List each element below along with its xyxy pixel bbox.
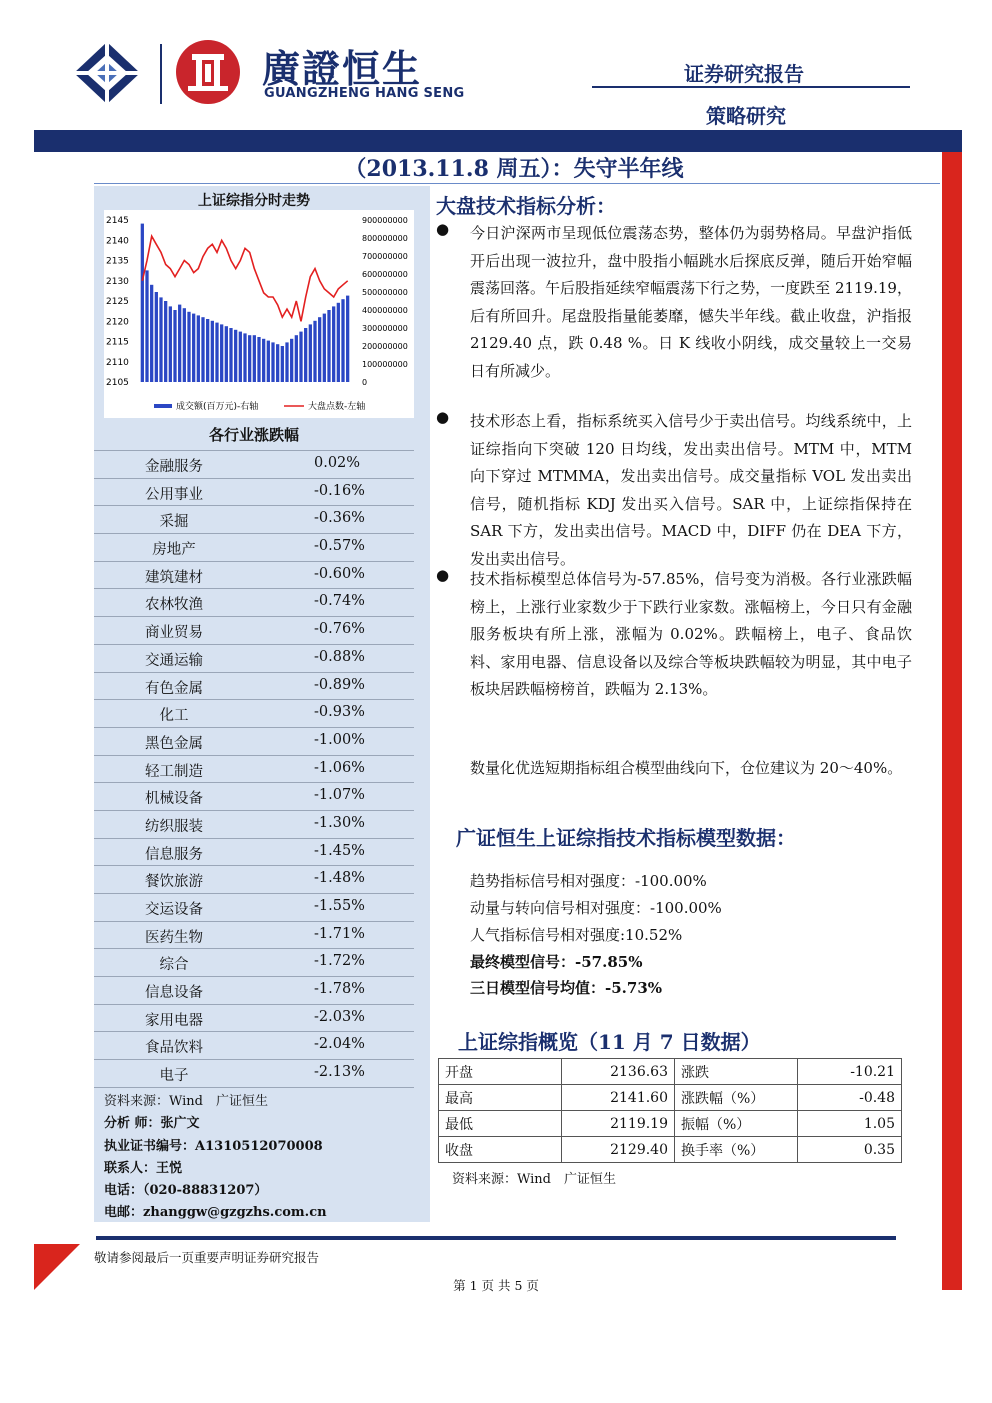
industry-row [94, 894, 414, 922]
industry-name: 交通运输 [145, 652, 203, 669]
overview-heading: 上证综指概览（11 月 7 日数据） [458, 1030, 761, 1054]
bullet-text: 今日沪深两市呈现低位震荡态势，整体仍为弱势格局。早盘沪指低开后出现一波拉升，盘中股指小幅跳水后探底反弹，随后开始窄幅震荡回落。午后股指延续窄幅震荡下行之势，一度跌至 2119.19，后有所回升。尾盘股指量能萎靡，憾失半年线。截止收盘，沪指报 2129.40 点，跌 0.48 %。日 K 线收小阴线，成交量较上一交易日有所减少。 [470, 224, 912, 380]
volume-bar [327, 310, 330, 382]
industry-name: 纺织服装 [145, 818, 203, 835]
volume-bar [248, 335, 251, 382]
overview-table [438, 1058, 902, 1163]
industry-change: 0.02% [314, 455, 361, 471]
overview-value: 2119.19 [562, 1111, 675, 1137]
volume-bar [155, 292, 158, 382]
volume-bar [211, 321, 214, 382]
company-logo-mark [72, 40, 142, 106]
report-category: 策略研究 [706, 104, 786, 128]
legend-volume: 成交额(百万元)-右轴 [176, 402, 259, 412]
y-right-tick: 300000000 [362, 324, 408, 333]
industry-change: -2.13% [314, 1064, 365, 1081]
volume-bar [197, 315, 200, 382]
left-source: 资料来源：Wind 广证恒生 [104, 1094, 268, 1109]
industry-change: -0.93% [314, 704, 365, 721]
overview-row [439, 1137, 902, 1163]
y-left-tick: 2110 [106, 357, 129, 368]
industry-row [94, 506, 414, 534]
industry-row [94, 1032, 414, 1060]
volume-bar [332, 306, 335, 382]
phone-label: 电话： [104, 1183, 144, 1198]
y-left-tick: 2145 [106, 216, 129, 226]
y-left-tick: 2115 [106, 337, 129, 348]
volume-bar [276, 344, 279, 382]
company-seal-logo [176, 40, 240, 104]
volume-bar [150, 285, 153, 382]
phone-number: （020-88831207） [143, 1183, 268, 1198]
volume-bar [257, 337, 260, 382]
model-three-day: 三日模型信号均值：-5.73% [470, 979, 663, 997]
industry-name: 金融服务 [145, 459, 203, 475]
overview-row [439, 1111, 902, 1137]
index-line [142, 236, 347, 321]
volume-bar [164, 301, 167, 382]
y-right-tick: 100000000 [362, 360, 408, 369]
volume-bar [192, 314, 195, 382]
industry-name: 公用事业 [145, 486, 203, 503]
industry-change: -1.55% [314, 898, 365, 914]
y-left-tick: 2105 [106, 378, 129, 388]
industry-change: -2.03% [314, 1008, 365, 1025]
y-right-tick: 600000000 [362, 270, 408, 279]
volume-bar [262, 339, 265, 382]
industry-change: -0.16% [314, 482, 365, 499]
volume-bar [159, 297, 162, 382]
header-band [34, 130, 962, 152]
industry-row [94, 811, 414, 839]
industry-change: -1.30% [314, 814, 365, 831]
overview-value: -0.48 [798, 1085, 902, 1111]
cert-label: 执业证书编号： [104, 1139, 196, 1154]
industry-name: 化工 [159, 708, 189, 725]
industry-name: 有色金属 [145, 680, 203, 697]
industry-row [94, 617, 414, 645]
brand-name-cn: 廣證恒生 [262, 47, 423, 91]
overview-row [439, 1059, 902, 1085]
volume-bar [215, 323, 218, 382]
bullet-icon: ● [436, 408, 450, 426]
bullet-icon: ● [436, 566, 450, 584]
email-label: 电邮： [104, 1205, 144, 1220]
volume-bar [318, 317, 321, 382]
phone-line [104, 1179, 267, 1198]
volume-bar [173, 310, 176, 382]
volume-bar [285, 342, 288, 382]
volume-bar [178, 305, 181, 382]
y-left-tick: 2135 [106, 256, 129, 267]
email-line [104, 1201, 327, 1220]
volume-bar [337, 303, 340, 382]
y-left-tick: 2120 [106, 317, 129, 328]
y-right-tick: 200000000 [362, 342, 408, 351]
industry-name: 建筑建材 [145, 569, 203, 586]
industry-change: -0.88% [314, 648, 365, 665]
volume-bar [290, 339, 293, 382]
volume-bar [239, 332, 242, 382]
contact-label: 联系人： [104, 1161, 157, 1176]
overview-label: 收盘 [439, 1137, 562, 1163]
intraday-chart-svg [104, 210, 414, 418]
volume-bar [169, 306, 172, 382]
y-right-tick: 500000000 [362, 288, 408, 297]
industry-name: 农林牧渔 [145, 597, 203, 614]
volume-bar [187, 312, 190, 382]
volume-bar [299, 332, 302, 382]
cert-number: A1310512070008 [195, 1139, 323, 1154]
intraday-chart [104, 210, 414, 418]
overview-label: 开盘 [439, 1059, 562, 1085]
industry-change: -1.00% [314, 731, 365, 748]
industry-row [94, 922, 414, 950]
industry-row [94, 562, 414, 590]
position-advice: 数量化优选短期指标组合模型曲线向下，仓位建议为 20～40%。 [470, 759, 903, 777]
analyst-line [104, 1112, 200, 1131]
industry-change: -0.57% [314, 538, 365, 555]
industry-change: -1.06% [314, 759, 365, 776]
overview-value: 0.35 [798, 1137, 902, 1163]
overview-value: 2141.60 [562, 1085, 675, 1111]
volume-bar [309, 324, 312, 382]
analyst-name: 张广文 [160, 1116, 200, 1131]
industry-name: 综合 [159, 957, 189, 974]
volume-bar [323, 314, 326, 382]
logo-separator [160, 44, 162, 104]
bullet-text: 技术指标模型总体信号为-57.85%，信号变为消极。各行业涨跌幅榜上，上涨行业家数少于下跌行业家数。涨幅榜上，今日只有金融服务板块有所上涨，涨幅为 0.02%。跌幅榜上，电子、食品饮料、家用电器、信息设备以及综合等板块跌幅较为明显，其中电子板块居跌幅榜榜首，跌幅为 2.13%。 [470, 570, 912, 699]
volume-bar [253, 335, 256, 382]
industry-name: 家用电器 [145, 1012, 203, 1029]
volume-bar [313, 321, 316, 382]
legend-index: 大盘点数-左轴 [308, 402, 366, 412]
cert-line [104, 1135, 323, 1154]
industry-table [94, 450, 414, 1088]
overview-source: 资料来源：Wind 广证恒生 [452, 1172, 616, 1187]
page-number: 第 1 页 共 5 页 [453, 1278, 539, 1293]
analysis-heading: 大盘技术指标分析： [436, 194, 616, 218]
industry-change: -1.07% [314, 787, 365, 804]
y-right-tick: 0 [362, 378, 368, 387]
volume-bar [267, 341, 270, 382]
overview-row [439, 1085, 902, 1111]
volume-bar [271, 342, 274, 382]
contact-name: 王悦 [156, 1161, 183, 1176]
volume-bar [229, 328, 232, 382]
title-rule [94, 183, 940, 184]
volume-bar [304, 328, 307, 382]
legend-volume-swatch [154, 404, 172, 408]
industry-name: 轻工制造 [145, 763, 203, 780]
volume-bar [346, 296, 349, 382]
industry-name: 电子 [159, 1068, 189, 1085]
analyst-label: 分析 师： [104, 1116, 161, 1131]
industry-name: 信息服务 [145, 846, 203, 863]
industry-row [94, 1005, 414, 1033]
report-title-wrap [94, 152, 934, 183]
industry-row [94, 1060, 414, 1088]
industry-name: 黑色金属 [145, 735, 203, 752]
header-rule-1 [592, 86, 910, 88]
overview-label: 振幅（%） [675, 1111, 798, 1137]
y-right-tick: 900000000 [362, 216, 408, 225]
industry-name: 商业贸易 [145, 625, 203, 642]
industry-change: -1.71% [314, 925, 365, 942]
industry-row [94, 866, 414, 894]
industry-row [94, 783, 414, 811]
overview-value: -10.21 [798, 1059, 902, 1085]
industry-row [94, 534, 414, 562]
volume-bar [206, 319, 209, 382]
industry-name: 食品饮料 [145, 1040, 203, 1057]
industry-change: -0.74% [314, 593, 365, 610]
overview-label: 最高 [439, 1085, 562, 1111]
y-left-tick: 2140 [106, 236, 129, 247]
industry-title: 各行业涨跌幅 [208, 426, 299, 444]
industry-name: 房地产 [152, 542, 196, 559]
brand-name-en: GUANGZHENG HANG SENG [264, 86, 465, 101]
y-left-tick: 2130 [106, 276, 129, 287]
volume-bar [183, 308, 186, 382]
volume-bar [234, 330, 237, 382]
industry-name: 交运设备 [145, 902, 203, 918]
industry-change: -0.36% [314, 510, 365, 527]
industry-change: -0.60% [314, 565, 365, 582]
industry-row [94, 673, 414, 701]
industry-row [94, 645, 414, 673]
industry-row [94, 839, 414, 867]
industry-change: -2.04% [314, 1036, 365, 1053]
overview-value: 1.05 [798, 1111, 902, 1137]
volume-bar [225, 326, 228, 382]
industry-row [94, 949, 414, 977]
industry-name: 机械设备 [145, 791, 203, 808]
model-sentiment: 人气指标信号相对强度:10.52% [470, 926, 683, 944]
report-type: 证券研究报告 [684, 62, 804, 86]
volume-bar [201, 317, 204, 382]
bullet-icon: ● [436, 220, 450, 238]
industry-change: -0.89% [314, 676, 365, 693]
footer-note: 敬请参阅最后一页重要声明证券研究报告 [94, 1250, 320, 1265]
y-right-tick: 800000000 [362, 234, 408, 243]
overview-label: 换手率（%） [675, 1137, 798, 1163]
footer-rule [96, 1236, 896, 1240]
contact-line [104, 1157, 182, 1176]
industry-change: -1.78% [314, 981, 365, 998]
bullet-text: 技术形态上看，指标系统买入信号少于卖出信号。均线系统中，上证综指向下突破 120 日均线，发出卖出信号。MTM 中，MTM 向下穿过 MTMMA，发出卖出信号。成交量指标 VOL 发出卖出信号，随机指标 KDJ 发出买入信号。SAR 中，上证综指保持在 SAR 下方，发出卖出信号。MACD 中，DIFF 仍在 DEA 下方，发出卖出信号。 [470, 412, 912, 568]
overview-label: 涨跌 [675, 1059, 798, 1085]
industry-name: 餐饮旅游 [145, 874, 203, 891]
industry-name: 信息设备 [145, 985, 203, 1002]
y-right-tick: 700000000 [362, 252, 408, 261]
volume-bar [145, 270, 148, 382]
model-trend: 趋势指标信号相对强度：-100.00% [470, 872, 707, 890]
volume-bar [243, 333, 246, 382]
overview-label: 涨跌幅（%） [675, 1085, 798, 1111]
y-right-tick: 400000000 [362, 306, 408, 315]
industry-row [94, 479, 414, 507]
model-heading: 广证恒生上证综指技术指标模型数据： [456, 826, 796, 850]
industry-row [94, 589, 414, 617]
industry-name: 医药生物 [145, 929, 203, 946]
industry-row [94, 756, 414, 784]
industry-row [94, 728, 414, 756]
volume-bar [220, 324, 223, 382]
volume-bar [341, 299, 344, 382]
industry-row [94, 977, 414, 1005]
overview-value: 2136.63 [562, 1059, 675, 1085]
industry-change: -1.48% [314, 870, 365, 887]
y-left-tick: 2125 [106, 297, 129, 307]
volume-bar [295, 335, 298, 382]
model-momentum: 动量与转向信号相对强度：-100.00% [470, 899, 722, 917]
model-final-signal: 最终模型信号：-57.85% [470, 953, 643, 971]
email-address: zhanggw@gzgzhs.com.cn [143, 1205, 327, 1220]
industry-row [94, 450, 414, 479]
industry-change: -0.76% [314, 621, 365, 638]
volume-bar [281, 346, 284, 382]
chart-title: 上证综指分时走势 [198, 193, 310, 209]
industry-name: 采掘 [159, 514, 189, 531]
side-band [942, 152, 962, 1290]
volume-bar [141, 224, 144, 382]
report-title: （2013.11.8 周五）：失守半年线 [344, 156, 684, 182]
overview-value: 2129.40 [562, 1137, 675, 1163]
industry-change: -1.45% [314, 842, 365, 859]
industry-change: -1.72% [314, 953, 365, 970]
industry-row [94, 700, 414, 728]
overview-label: 最低 [439, 1111, 562, 1137]
